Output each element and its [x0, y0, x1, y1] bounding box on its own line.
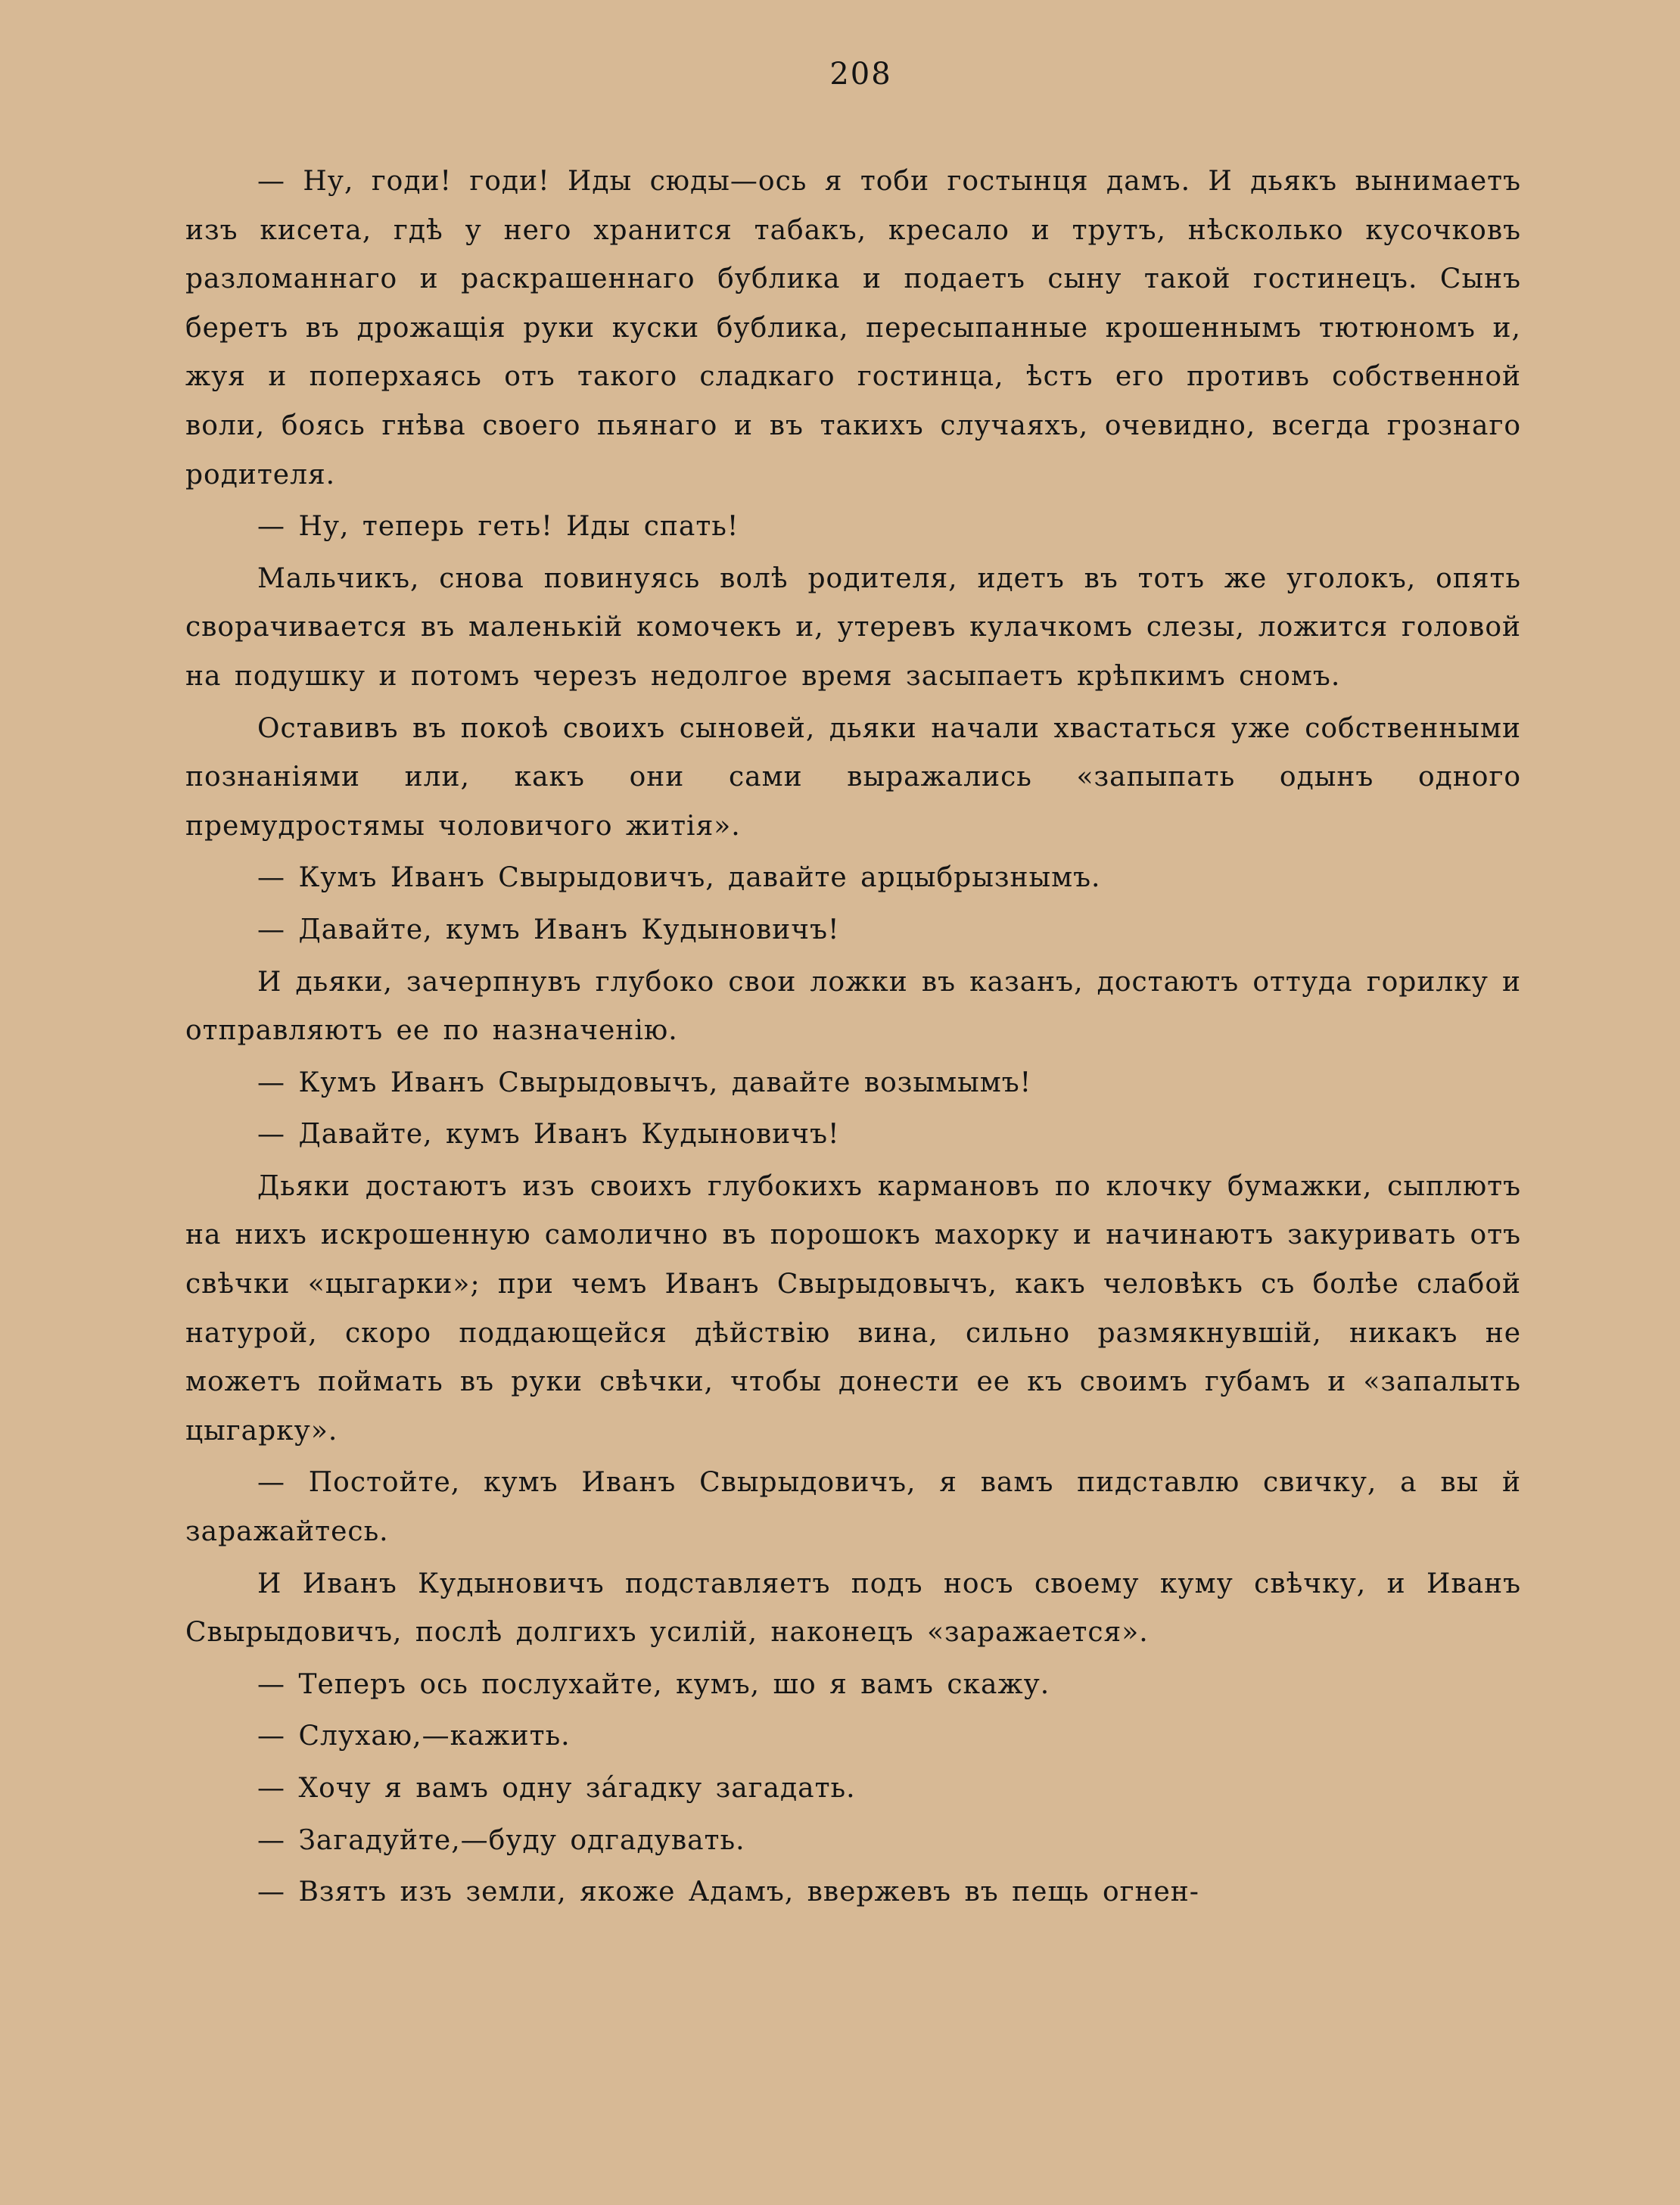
- paragraph: — Хочу я вамъ одну зáгадку загадать.: [257, 1773, 856, 1804]
- paragraph: — Ну, годи! годи! Иды сюды—ось я тоби гостынця дамъ. И дьякъ вынимаетъ изъ кисета, гдѣ у него хранится табакъ, кресало и трутъ, нѣсколько кусочковъ разломаннаго и раскрашеннаго бублика и подаетъ сыну такой гостинецъ. Сынъ беретъ въ дрожащія руки куски бублика, пересыпанные крошеннымъ тютюномъ и, жуя и поперхаясь отъ такого сладкаго гостинца, ѣстъ его противъ собственной воли, боясь гнѣва своего пьянаго и въ такихъ случаяхъ, очевидно, всегда грознаго родителя.: [185, 166, 1521, 491]
- page-number: 208: [829, 57, 892, 92]
- paragraph: — Кумъ Иванъ Свырыдовычъ, давайте возымымъ!: [257, 1067, 1032, 1098]
- paragraph: — Ну, теперь геть! Иды спать!: [257, 511, 739, 543]
- body-text: [185, 157, 1521, 1917]
- paragraph: Оставивъ въ покоѣ своихъ сыновей, дьяки начали хвастаться уже собственными познаніями или, какъ они сами выражались «запыпать одынъ одного премудростямы чоловичого житія».: [185, 712, 1521, 842]
- paragraph: — Загадуйте,—буду одгадувать.: [257, 1824, 745, 1856]
- paragraph: — Давайте, кумъ Иванъ Кудыновичъ!: [257, 914, 840, 945]
- paragraph: И Иванъ Кудыновичъ подставляетъ подъ носъ своему куму свѣчку, и Иванъ Свырыдовичъ, послѣ долгихъ усилій, наконецъ «заражается».: [185, 1568, 1521, 1649]
- paragraph: — Постойте, кумъ Иванъ Свырыдовичъ, я вамъ пидставлю свичку, а вы й заражайтесь.: [185, 1467, 1521, 1548]
- paragraph: — Теперъ ось послухайте, кумъ, шо я вамъ скажу.: [257, 1668, 1050, 1700]
- paragraph: — Давайте, кумъ Иванъ Кудыновичъ!: [257, 1119, 840, 1151]
- paragraph: Мальчикъ, снова повинуясь волѣ родителя, идетъ въ тотъ же уголокъ, опять сворачивается въ маленькій комочекъ и, утеревъ кулачкомъ слезы, ложится головой на подушку и потомъ черезъ недолгое время засыпаетъ крѣпкимъ сномъ.: [185, 562, 1521, 692]
- paragraph: — Слухаю,—кажить.: [257, 1721, 571, 1752]
- paragraph: — Кумъ Иванъ Свырыдовичъ, давайте арцыбрызнымъ.: [257, 862, 1101, 894]
- paragraph: И дьяки, зачерпнувъ глубоко свои ложки въ казанъ, достаютъ оттуда горилку и отправляютъ ее по назначенію.: [185, 966, 1521, 1047]
- paragraph: — Взятъ изъ земли, якоже Адамъ, ввержевъ въ пещь огнен-: [257, 1876, 1199, 1908]
- paragraph: Дьяки достаютъ изъ своихъ глубокихъ кармановъ по клочку бумажки, сыплютъ на нихъ искрошенную самолично въ порошокъ махорку и начинаютъ закуривать отъ свѣчки «цыгарки»; при чемъ Иванъ Свырыдовычъ, какъ человѣкъ съ болѣе слабой натурой, скоро поддающейся дѣйствію вина, сильно размякнувшій, никакъ не можетъ поймать въ руки свѣчки, чтобы донести ее къ своимъ губамъ и «запалыть цыгарку».: [185, 1170, 1521, 1447]
